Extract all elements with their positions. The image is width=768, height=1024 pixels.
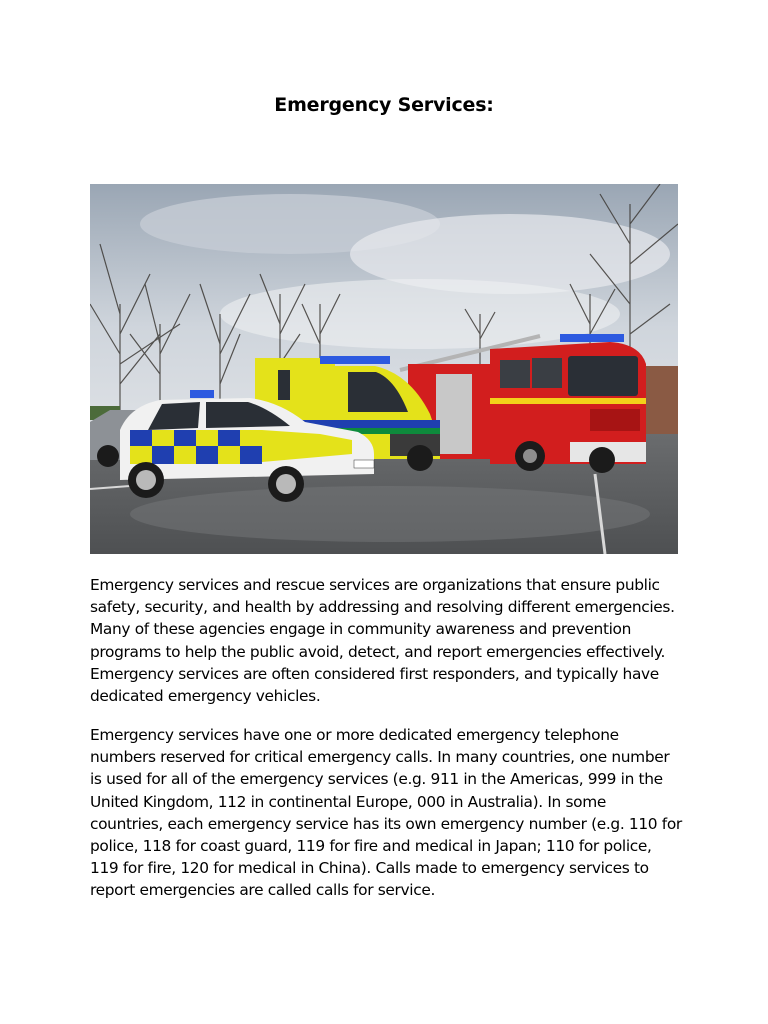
body-paragraph: Emergency services and rescue services are organizations that ensure public safety, security, and health by addressing and resolving different emergencies. Many of these agencies engage in community awareness and prevention programs to help the public avoid, detect, and report emergencies effectively. Emergency services are often considered first responders, and typically have dedicated emergency vehicles. (90, 576, 675, 706)
page-title: Emergency Services: (274, 94, 494, 116)
emergency-vehicles-photo (90, 184, 678, 554)
body-paragraph: Emergency services have one or more dedicated emergency telephone numbers reserved for critical emergency calls. In many countries, one number is used for all of the emergency services (e.g. 911 in the Americas, 999 in the United Kingdom, 112 in continental Europe, 000 in Australia). In some countries, each emergency service has its own emergency number (e.g. 110 for police, 118 for coast guard, 119 for fire and medical in Japan; 110 for police, 119 for fire, 120 for medical in China). Calls made to emergency services to report emergencies are called calls for service. (90, 726, 682, 900)
